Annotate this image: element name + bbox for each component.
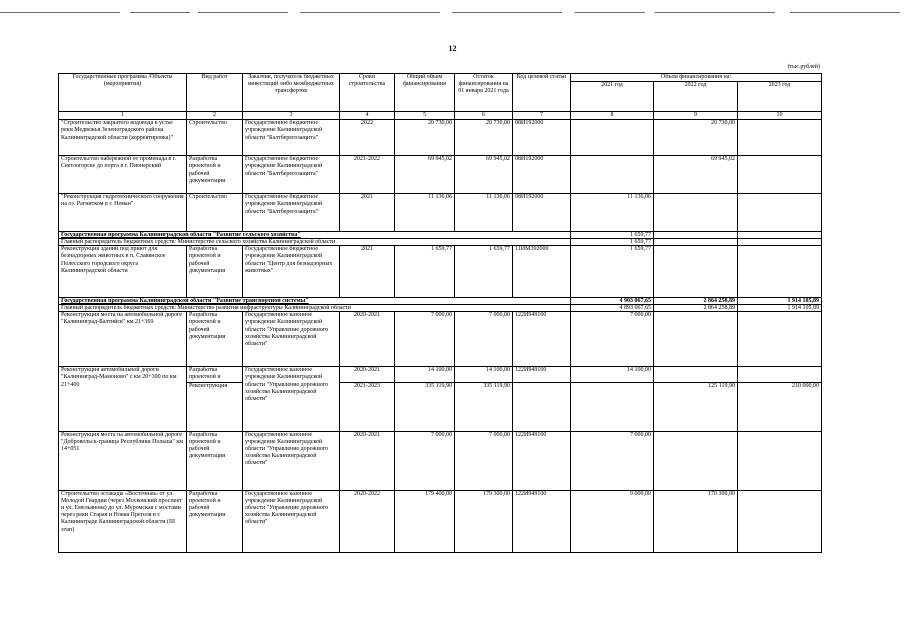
program-title: Государственная программа Калининградской области "Развитие сельского хозяйства" <box>59 232 571 239</box>
amount-2023: 210 000,00 <box>738 382 822 431</box>
work-type: Реконструкция <box>187 382 243 431</box>
program-2022 <box>654 232 738 239</box>
customer: Государственное казенное учреждение Калининградской области "Управление дорожного хозяйства Калининградской области" <box>243 431 340 490</box>
program-row <box>59 298 822 305</box>
amount-2023 <box>738 246 822 298</box>
terms: 2021-2022 <box>340 156 395 194</box>
remainder: 69 945,02 <box>455 156 513 194</box>
remainder: 7 000,00 <box>455 431 513 490</box>
program-2023 <box>738 232 822 239</box>
administrator-title: Главный распорядитель бюджетных средств: Министерство сельского хозяйства Калининградской области <box>59 239 571 246</box>
remainder: 14 100,00 <box>455 367 513 382</box>
object-name: Реконструкция моста на автомобильной дороге "Калининград-Балтийск" км 21+369 <box>59 312 187 367</box>
terms: 2021 <box>340 194 395 232</box>
col-number: 2 <box>187 112 243 120</box>
code: 08И192000 <box>513 120 571 156</box>
amount-2022: 125 119,90 <box>654 382 738 431</box>
amount-2022: 20 730,00 <box>654 120 738 156</box>
terms: 2021 <box>340 246 395 298</box>
header-2023: 2023 год <box>738 82 822 112</box>
administrator-2023 <box>738 239 822 246</box>
header-funding: Объем финансирования на: <box>571 74 822 82</box>
administrator-2022 <box>654 239 738 246</box>
financing-table <box>58 73 822 553</box>
header-terms: Сроки строительства <box>340 74 395 112</box>
object-name: "Реконструкция гидротехнического сооружения на оз. Рагнитком в г. Неман" <box>59 194 187 232</box>
amount-2021: 7 000,00 <box>571 312 654 367</box>
total: 335 119,90 <box>395 382 455 431</box>
col-number: 5 <box>395 112 455 120</box>
header-code: Код целевой статьи <box>513 74 571 112</box>
terms: 2020-2021 <box>340 431 395 490</box>
col-number: 3 <box>243 112 340 120</box>
col-number: 7 <box>513 112 571 120</box>
program-2023: 1 914 105,89 <box>738 298 822 305</box>
total: 11 136,06 <box>395 194 455 232</box>
code: 122И949100 <box>513 367 571 382</box>
program-2022: 2 864 258,89 <box>654 298 738 305</box>
object-name: Реконструкция автомобильной дороги "Калининград-Мамоново" с км 20+300 по км 21+400 <box>59 367 187 431</box>
amount-2021: 1 659,77 <box>571 246 654 298</box>
administrator-2023: 1 914 105,89 <box>738 305 822 312</box>
terms: 2020-2022 <box>340 490 395 552</box>
amount-2021 <box>571 382 654 431</box>
table-row <box>59 194 822 232</box>
col-number: 10 <box>738 112 822 120</box>
work-type: Разработка проектной и <box>187 367 243 382</box>
table-row <box>59 156 822 194</box>
remainder: 7 000,00 <box>455 312 513 367</box>
col-number: 9 <box>654 112 738 120</box>
object-name: Реконструкция моста на автомобильной дороге "Добровольск-граница Республики Польша" км 14+051 <box>59 431 187 490</box>
object-name: Строительство набережной от променада в г. Светлогорске до порта в г. Пионерский <box>59 156 187 194</box>
amount-2023 <box>738 194 822 232</box>
col-number: 8 <box>571 112 654 120</box>
work-type: Разработка проектной и рабочей документации <box>187 490 243 552</box>
object-name: Строительство эстакады «Восточная» от ул. Молодой Гвардии (через Московский проспект и ул. Емельянова) до ул. Муромская с мостами через реки Старая и Новая Преголя в г. Калининграде Калининградской области (III этап) <box>59 490 187 552</box>
amount-2021 <box>571 120 654 156</box>
table-row <box>59 431 822 490</box>
total: 69 945,02 <box>395 156 455 194</box>
header-total: Общий объем финансирования <box>395 74 455 112</box>
customer: Государственное казенное учреждение Калининградской области "Управление дорожного хозяйства Калининградской области" <box>243 312 340 367</box>
code: 11ИМ392000 <box>513 246 571 298</box>
amount-2022 <box>654 367 738 382</box>
header-remainder: Остаток финансирования на 01 января 2021 года <box>455 74 513 112</box>
col-number: 1 <box>59 112 187 120</box>
code: 122И949100 <box>513 431 571 490</box>
work-type: Разработка проектной и рабочей документации <box>187 156 243 194</box>
remainder: 20 730,00 <box>455 120 513 156</box>
amount-2023 <box>738 312 822 367</box>
customer: Государственное бюджетное учреждение Калининградской области "Балтберегозащита" <box>243 120 340 156</box>
table-row <box>59 367 822 382</box>
table-row <box>59 246 822 298</box>
terms: 2020-2021 <box>340 312 395 367</box>
customer: Государственное казенное учреждение Калининградской области "Управление дорожного хозяйства Калининградской области" <box>243 367 340 431</box>
remainder: 335 119,90 <box>455 382 513 431</box>
header-customer: Заказчик, получатель бюджетных инвестиций либо межбюджетных трансфертов <box>243 74 340 112</box>
header-2021: 2021 год <box>571 82 654 112</box>
work-type: Разработка проектной и рабочей документации <box>187 312 243 367</box>
administrator-2022: 2 864 258,89 <box>654 305 738 312</box>
remainder: 179 300,00 <box>455 490 513 552</box>
amount-2022: 170 300,00 <box>654 490 738 552</box>
work-type: Строительство <box>187 120 243 156</box>
object-name: "Строительство закрытого водовода в устье реки Медвежья Зеленоградского района Калининградской области (корректировка)" <box>59 120 187 156</box>
program-2021: 4 903 067,65 <box>571 298 654 305</box>
customer: Государственное бюджетное учреждение Калининградской области "Центр для безнадзорных животных" <box>243 246 340 298</box>
code: 08И192000 <box>513 194 571 232</box>
program-title: Государственная программа Калининградской области "Развитие транспортной системы" <box>59 298 571 305</box>
scan-artifact-line <box>0 0 905 14</box>
remainder: 11 136,06 <box>455 194 513 232</box>
remainder: 1 659,77 <box>455 246 513 298</box>
header-2022: 2022 год <box>654 82 738 112</box>
amount-2021: 9 000,00 <box>571 490 654 552</box>
customer: Государственное казенное учреждение Калининградской области "Управление дорожного хозяйства Калининградской области" <box>243 490 340 552</box>
administrator-title: Главный распорядитель бюджетных средств: Министерство развития инфраструктуры Калининградской области <box>59 305 571 312</box>
header-work-type: Вид работ <box>187 74 243 112</box>
program-row <box>59 232 822 239</box>
administrator-2021: 4 893 067,65 <box>571 305 654 312</box>
amount-2022: 69 945,02 <box>654 156 738 194</box>
column-numbers-row <box>59 112 822 120</box>
administrator-row <box>59 305 822 312</box>
amount-2022 <box>654 312 738 367</box>
administrator-2021: 1 659,77 <box>571 239 654 246</box>
header-program: Государственные программы /Объекты (мероприятия) <box>59 74 187 112</box>
code: 08И192000 <box>513 156 571 194</box>
code: 122И949100 <box>513 490 571 552</box>
col-number: 4 <box>340 112 395 120</box>
total: 179 400,00 <box>395 490 455 552</box>
amount-2021 <box>571 156 654 194</box>
terms: 2021-2023 <box>340 382 395 431</box>
customer: Государственное бюджетное учреждение Калининградской области "Балтберегозащита" <box>243 194 340 232</box>
code: 122И949100 <box>513 312 571 367</box>
table-row <box>59 120 822 156</box>
amount-2023 <box>738 490 822 552</box>
amount-2023 <box>738 156 822 194</box>
amount-2022 <box>654 246 738 298</box>
total: 7 000,00 <box>395 312 455 367</box>
amount-2023 <box>738 367 822 382</box>
customer: Государственное бюджетное учреждение Калининградской области "Балтберегозащита" <box>243 156 340 194</box>
amount-2021: 7 000,00 <box>571 431 654 490</box>
amount-2023 <box>738 120 822 156</box>
total: 1 659,77 <box>395 246 455 298</box>
table-row <box>59 490 822 552</box>
page-number: 12 <box>448 44 457 53</box>
program-2021: 1 659,77 <box>571 232 654 239</box>
amount-2022 <box>654 431 738 490</box>
work-type: Строительство <box>187 194 243 232</box>
total: 20 730,00 <box>395 120 455 156</box>
amount-2022 <box>654 194 738 232</box>
work-type: Разработка проектной и рабочей документации <box>187 431 243 490</box>
amount-2021: 14 100,00 <box>571 367 654 382</box>
work-type: Разработка проектной и рабочей документации <box>187 246 243 298</box>
col-number: 6 <box>455 112 513 120</box>
object-name: Реконструкция зданий под приют для безнадзорных животных в п. Славянское Полесского городского округа Калининградской области <box>59 246 187 298</box>
administrator-row <box>59 239 822 246</box>
terms: 2022 <box>340 120 395 156</box>
total: 14 100,00 <box>395 367 455 382</box>
amount-2021: 11 136,06 <box>571 194 654 232</box>
code <box>513 382 571 431</box>
unit-label: (тыс.рублей) <box>787 64 820 70</box>
amount-2023 <box>738 431 822 490</box>
table-row <box>59 312 822 367</box>
terms: 2020-2021 <box>340 367 395 382</box>
total: 7 000,00 <box>395 431 455 490</box>
